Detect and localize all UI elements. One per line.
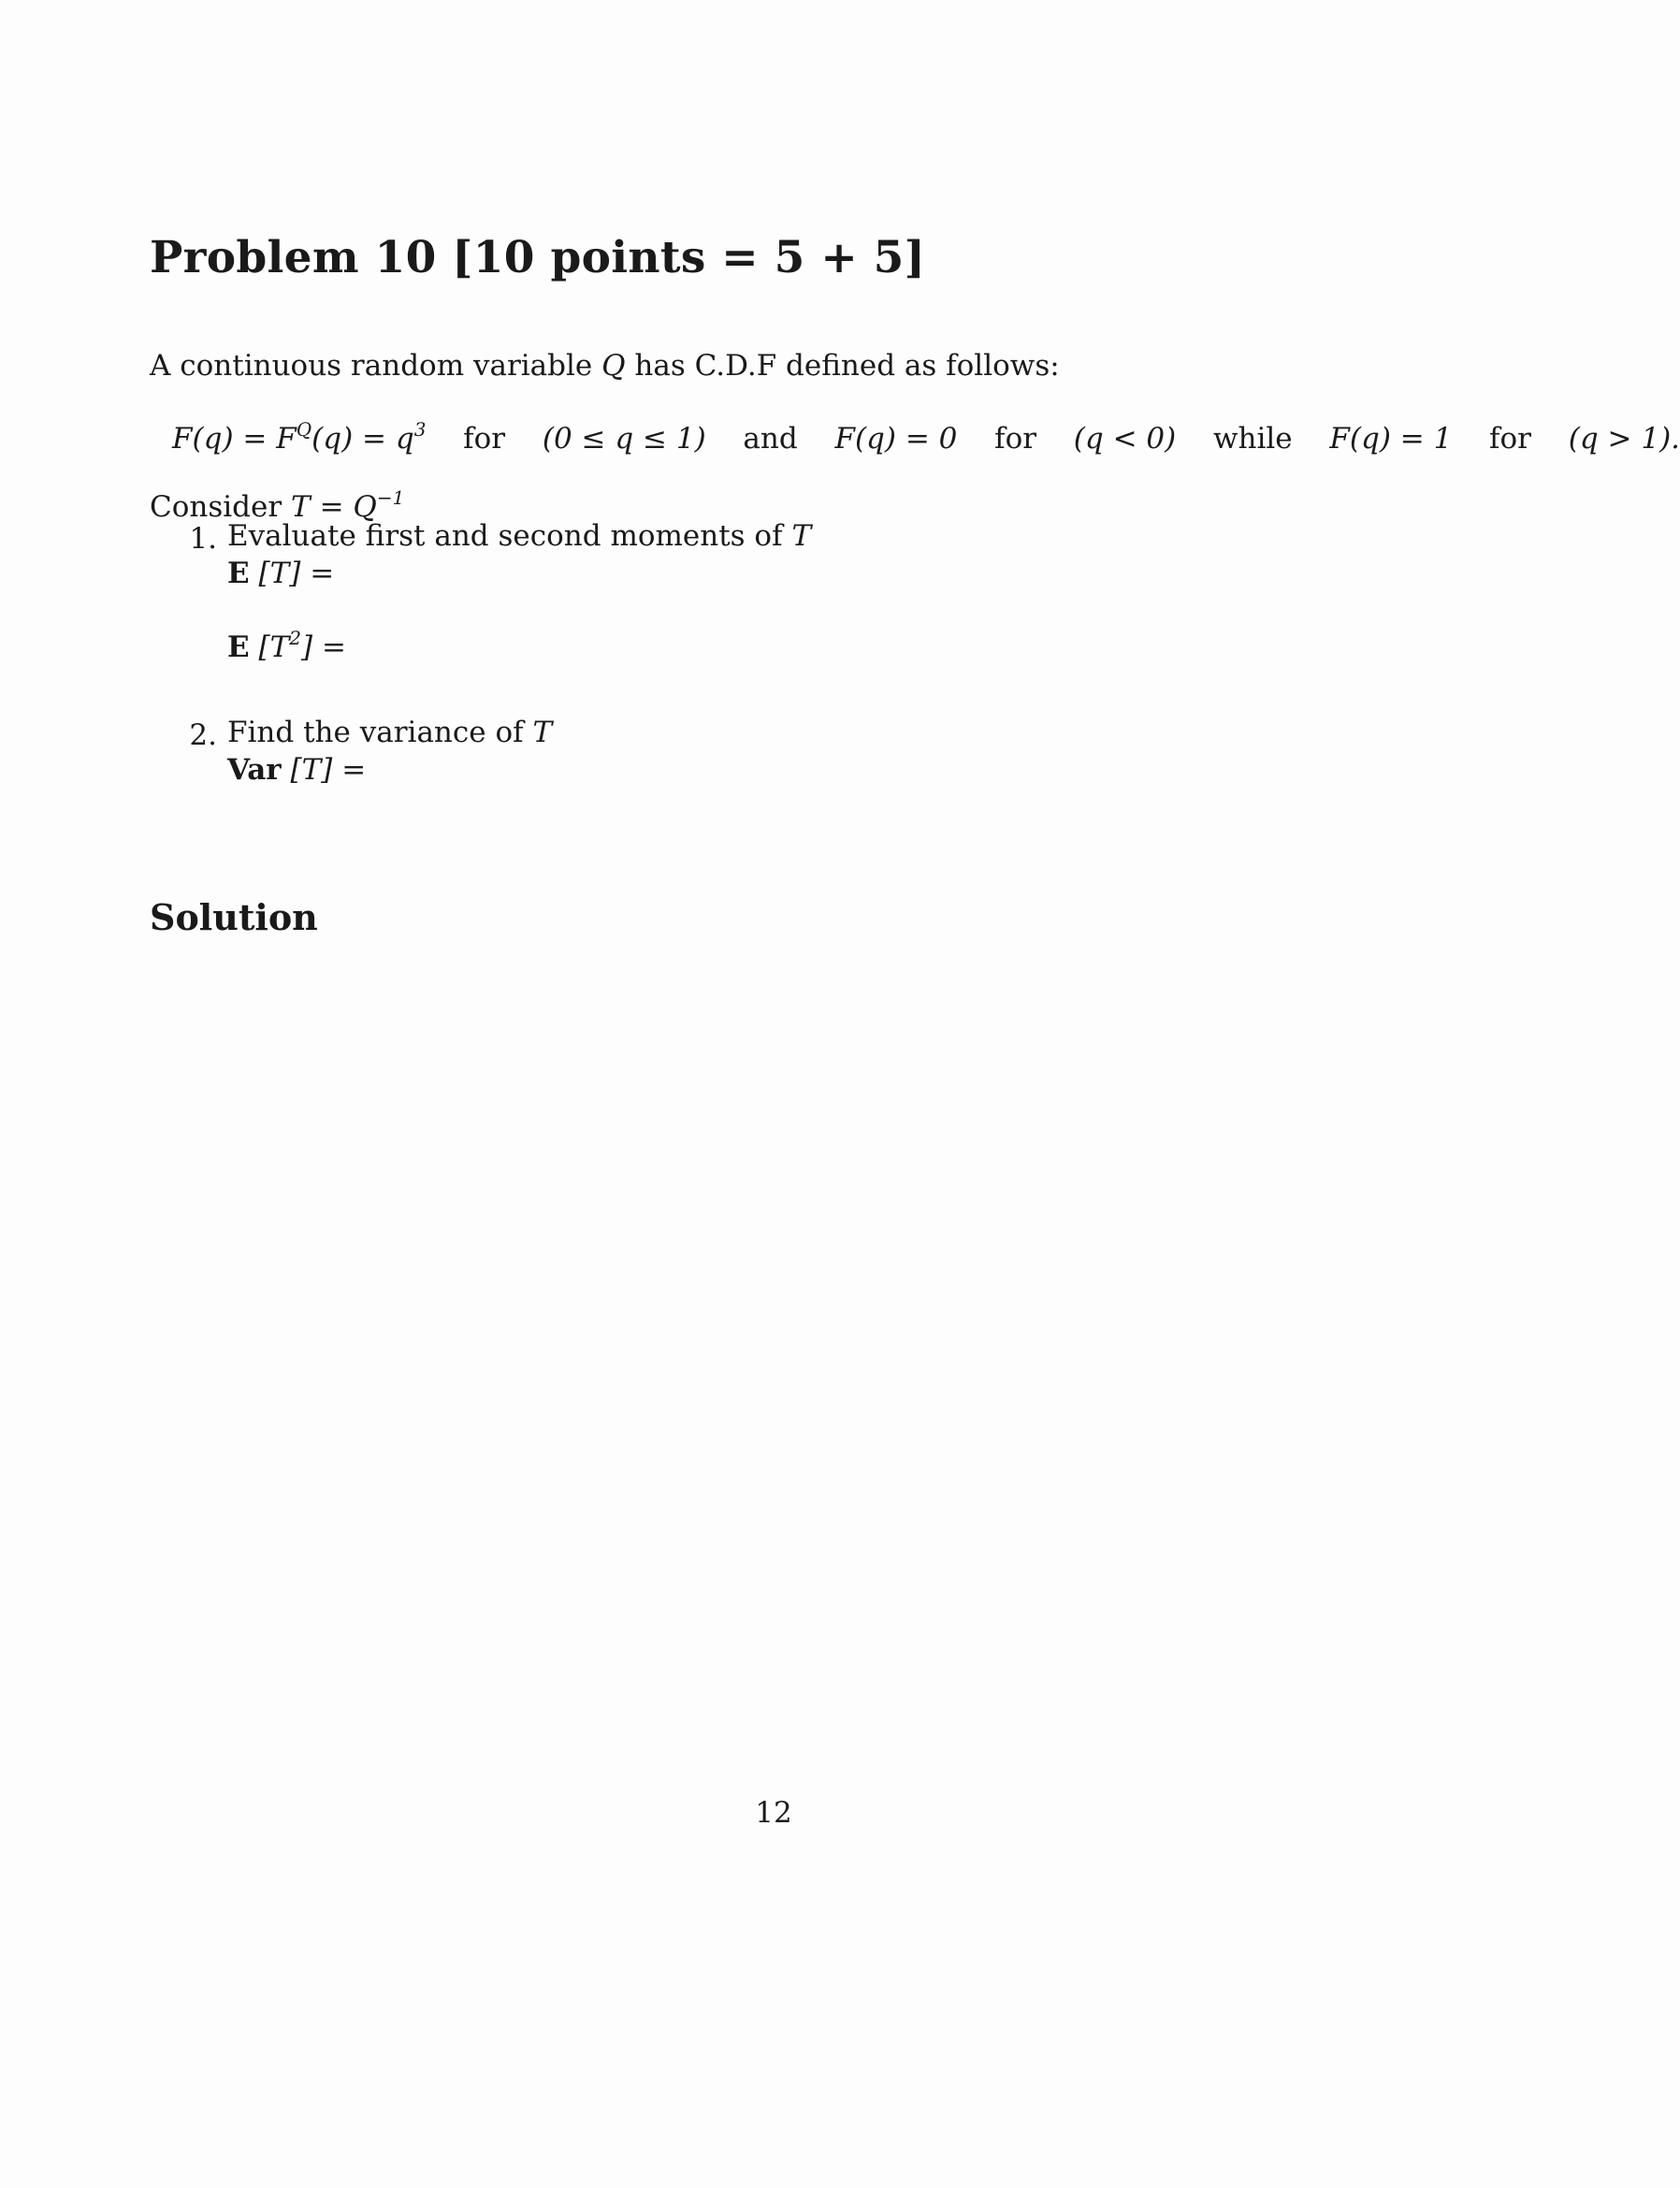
cdf-for-1: for (463, 422, 506, 456)
question-number: 1. (189, 522, 217, 556)
question-text-body: Find the variance of (227, 716, 524, 750)
cdf-range-2: (q < 0) (1073, 422, 1177, 456)
expectation-argument-close: ] = (301, 630, 346, 664)
variance-operator: Var (227, 753, 282, 788)
cdf-main-eq (172, 418, 427, 456)
question-item (187, 718, 811, 786)
intro-text-start: A continuous random variable (150, 349, 593, 383)
consider-expr-sup: −1 (376, 486, 405, 509)
cdf-while: while (1212, 422, 1293, 456)
expectation-operator: E (227, 557, 250, 590)
cdf-main-sup: Q (296, 418, 312, 441)
consider-line (150, 488, 404, 522)
question-list (187, 519, 812, 788)
question-text (227, 519, 812, 553)
intro-text-end: has C.D.F defined as follows: (634, 349, 1060, 383)
variance-argument: [T] = (290, 753, 367, 788)
cdf-and: and (743, 422, 798, 456)
solution-heading: Solution (150, 896, 318, 938)
question-item (187, 519, 812, 664)
intro-variable: Q (601, 349, 626, 383)
cdf-main-eq-left: F(q) = F (172, 422, 297, 456)
page-number: 12 (755, 1796, 792, 1830)
expectation-argument-open: [T (258, 630, 290, 664)
cdf-for-3: for (1489, 422, 1532, 456)
consider-text: Consider (150, 490, 282, 524)
cdf-eq-3: F(q) = 1 (1329, 422, 1453, 456)
answer-line-variance (227, 755, 811, 786)
expectation-operator: E (227, 630, 250, 664)
expectation-argument: [T] = (258, 557, 335, 590)
intro-paragraph (150, 349, 1060, 383)
cdf-for-2: for (994, 422, 1037, 456)
cdf-power: 3 (413, 418, 427, 441)
answer-line-second-moment (227, 626, 811, 664)
question-number: 2. (189, 718, 217, 753)
consider-expr-base: T = Q (291, 490, 377, 524)
cdf-eq-2: F(q) = 0 (834, 422, 958, 456)
question-variable: T (532, 716, 553, 750)
question-text-body: Evaluate first and second moments of (227, 519, 783, 553)
cdf-range-1: (0 ≤ q ≤ 1) (542, 422, 706, 456)
cdf-main-eq-right: (q) = q (311, 422, 414, 456)
cdf-definition (172, 420, 1680, 454)
expectation-argument-sup: 2 (289, 626, 302, 649)
cdf-range-3: (q > 1). (1568, 422, 1680, 456)
answer-line-first-moment (227, 558, 811, 589)
expectation-argument (258, 626, 346, 664)
question-text (227, 716, 811, 750)
question-variable: T (791, 519, 812, 553)
problem-title: Problem 10 [10 points = 5 + 5] (150, 232, 926, 283)
